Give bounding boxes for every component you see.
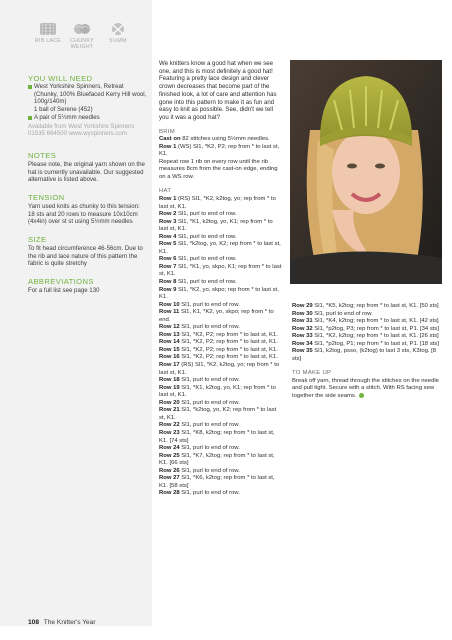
availability-text: Available from West Yorkshire Spinners <box>28 122 135 130</box>
pattern-row <box>292 333 440 341</box>
pattern-row <box>159 324 283 332</box>
row-label: Row 30 <box>292 310 313 317</box>
row-text: Sl1, purl to end of row. <box>176 256 237 263</box>
icon-label: RIB LACE <box>34 38 62 44</box>
brim-line <box>159 159 283 182</box>
row-label: Row 2 <box>159 211 177 218</box>
row-label: Row 35 <box>292 348 313 355</box>
pattern-row <box>292 311 440 319</box>
row-text: Sl1, purl to end of row. <box>179 324 240 331</box>
row-text: Sl1, *p2tog, P1; rep from * to last st, P1. [18 sts] <box>312 340 440 347</box>
row-text: Sl1, *K2, P2; rep from * to last st, K1. <box>179 339 278 346</box>
row-text: Sl1, purl to end of row. <box>179 301 240 308</box>
pattern-row <box>159 339 283 347</box>
make-up-body: Break off yarn, thread through the stitches on the needle and pull tight. Secure with a stitch. With RS facing sew together the side seams. <box>292 377 439 400</box>
row-label: Row 20 <box>159 399 180 406</box>
section-heading: ABBREVIATIONS <box>28 277 94 286</box>
row-label: Row 32 <box>292 325 313 332</box>
pattern-row <box>159 385 283 400</box>
notes-section <box>28 151 148 184</box>
row-label: Row 13 <box>159 331 180 338</box>
pattern-row <box>159 279 283 287</box>
supplier-contact: 01535 664500 www.wyspinners.com <box>28 130 127 138</box>
you-will-need-section <box>28 74 148 138</box>
row-text: Sl1, purl to end of row. <box>312 310 373 317</box>
pattern-row <box>159 332 283 340</box>
pattern-row <box>159 241 283 256</box>
row-label: Row 1 <box>159 143 177 150</box>
end-mark-icon <box>359 393 364 398</box>
row-label: Row 16 <box>159 354 180 361</box>
row-label: Row 31 <box>292 318 313 325</box>
row-label: Row 8 <box>159 279 177 286</box>
pattern-row <box>159 475 283 490</box>
pattern-row <box>159 430 283 445</box>
hat-heading: HAT <box>159 188 172 195</box>
row-label: Row 25 <box>159 452 180 459</box>
section-heading: TENSION <box>28 193 65 202</box>
page-number: 108 <box>28 619 40 626</box>
intro-paragraph: We knitters know a good hat when we see one, and this is most definitely a good hat! Featuring a pretty lace design and clever crown decreases that become part of the finished look, a lot of care and attention has gone into this pattern to make it as fun and easy to knit as possible. See, didn't we tell you it was a good hat? <box>159 60 277 121</box>
chunky-weight-tile <box>62 22 102 50</box>
section-heading: YOU WILL NEED <box>28 74 93 83</box>
row-label: Row 6 <box>159 256 177 263</box>
row-text: Sl1, *K2, P2; rep from * to last st, K1. <box>179 354 278 361</box>
pattern-row <box>159 196 283 211</box>
brim-line <box>159 136 283 144</box>
pattern-row <box>159 453 283 468</box>
row-text: Sl1, *K1, k2tog, yo, K1; rep from * to last st, K1. <box>159 218 273 233</box>
row-text: Sl1, purl to end of row. <box>179 445 240 452</box>
row-label: Row 26 <box>159 467 180 474</box>
size-text: To fit head circumference 46-56cm. Due to the rib and lace nature of this pattern the fabric is quite stretchy <box>28 245 143 268</box>
row-text: Sl1, *K5, k2tog; rep from * to last st, K1. [50 sts] <box>312 303 439 309</box>
row-text: Sl1, *k2tog, yo, K2; rep from * to last st, K1. <box>159 241 281 255</box>
pattern-row <box>159 211 283 219</box>
abbreviations-section <box>28 277 148 295</box>
pattern-row <box>159 264 283 279</box>
icon-label: CHUNKY WEIGHT <box>70 38 94 50</box>
hat-rows <box>292 303 440 363</box>
row-label: Row 24 <box>159 445 180 452</box>
rib-lace-icon <box>39 22 57 36</box>
row-text: Sl1, *K2, P2; rep from * to last st, K1. <box>179 331 278 338</box>
pattern-row <box>159 287 283 302</box>
row-label: Row 21 <box>159 407 180 414</box>
row-label: Row 23 <box>159 429 180 436</box>
row-label: Row 10 <box>159 301 180 308</box>
row-text: Sl1, purl to end of row. <box>179 467 240 474</box>
row-text: 82 stitches using 5½mm needles. <box>180 136 270 143</box>
pattern-row <box>159 377 283 385</box>
row-label: Row 34 <box>292 340 313 347</box>
instructions-column-1 <box>159 60 283 498</box>
yarn-ball-icon <box>73 22 91 36</box>
page-footer <box>28 619 96 626</box>
row-label: Row 14 <box>159 339 180 346</box>
model-wearing-hat-image <box>290 60 442 284</box>
row-label: Row 11 <box>159 309 180 316</box>
pattern-row <box>159 468 283 476</box>
row-text: Sl1, purl to end of row. <box>176 233 237 240</box>
row-label: Row 22 <box>159 422 180 429</box>
make-up-heading: TO MAKE UP <box>292 370 332 377</box>
row-text: (RS) Sl1, *K2, k2tog, yo; rep from * to last st, K1. <box>159 196 276 210</box>
row-text: Sl1, purl to end of row. <box>176 279 237 286</box>
knitting-needles-icon <box>109 22 127 36</box>
size-section <box>28 235 148 268</box>
pattern-row <box>159 362 283 377</box>
row-label: Row 15 <box>159 346 180 353</box>
pattern-row <box>159 219 283 234</box>
row-text: (WS) Sl1, *K2, P2; rep from * to last st, K1. <box>159 143 280 158</box>
pattern-row <box>159 407 283 422</box>
pattern-row <box>292 326 440 334</box>
abbreviations-text: For a full list see page 130 <box>28 287 100 294</box>
list-item: A pair of 5½mm needles <box>28 114 148 122</box>
row-text: Sl1, *p2tog, P3; rep from * to last st, P1. [34 sts] <box>312 325 440 332</box>
pattern-row <box>292 303 440 311</box>
row-text: Sl1, K1, *K2, yo, skpo; rep from * to end. <box>159 309 274 323</box>
row-label: Row 9 <box>159 286 177 293</box>
pattern-row <box>159 400 283 408</box>
section-heading: SIZE <box>28 235 47 244</box>
make-up-text <box>292 378 440 401</box>
row-text: (RS) Sl1, *K2, k2tog, yo; rep from * to last st, K1. <box>159 362 280 376</box>
pattern-row <box>159 445 283 453</box>
row-label: Row 17 <box>159 362 180 369</box>
pattern-row <box>159 347 283 355</box>
row-text: Sl1, k2tog, psso, (k2tog) to last 3 sts, K3tog. [8 sts] <box>292 348 437 362</box>
list-item: 1 ball of Serene (452) <box>34 106 93 114</box>
pattern-row <box>292 318 440 326</box>
pattern-row <box>159 354 283 362</box>
row-text: Sl1, *K8, k2tog; rep from * to last st, K1. [74 sts] <box>159 429 275 444</box>
row-label: Row 29 <box>292 303 313 309</box>
row-label: Cast on <box>159 136 181 143</box>
pattern-icons <box>28 22 152 56</box>
pattern-row <box>159 302 283 310</box>
brim-line <box>159 144 283 159</box>
row-label: Row 7 <box>159 263 177 270</box>
pattern-row <box>159 256 283 264</box>
hat-rows <box>159 196 283 498</box>
icon-label: 5½MM <box>109 38 127 44</box>
pattern-row <box>159 234 283 242</box>
row-text: Sl1, *K2, k2tog; rep from * to last st, K1. [26 sts] <box>312 333 439 340</box>
row-label: Row 28 <box>159 490 180 497</box>
row-text: Sl1, *K6, k2tog; rep from * to last st, K1. [58 sts] <box>159 475 275 489</box>
notes-text: Please note, the original yarn shown on the hat is currently unavailable. Our suggested alternative is listed above. <box>28 161 145 184</box>
row-text: Sl1, *k2tog, yo, K2; rep from * to last st, K1. <box>159 407 277 421</box>
pattern-row <box>159 490 283 498</box>
row-text: Sl1, *K2, yo, skpo; rep from * to last st, K1. <box>159 286 279 301</box>
row-label: Row 1 <box>159 196 177 202</box>
row-text: Sl1, *K4, k2tog; rep from * to last st, K1. [42 sts] <box>312 318 439 325</box>
row-text: Sl1, purl to end of row. <box>179 490 240 497</box>
pattern-row <box>159 309 283 324</box>
list-item: West Yorkshire Spinners, Retreat (Chunky, 100% Bluefaced Kerry Hill wool, 100g/140m) <box>28 83 148 106</box>
row-label: Row 19 <box>159 384 180 391</box>
row-label: Row 4 <box>159 233 177 240</box>
instructions-column-2 <box>292 303 440 401</box>
sidebar <box>0 0 152 626</box>
row-text: Sl1, *K7, k2tog; rep from * to last st, K1. [66 sts] <box>159 452 275 467</box>
row-label: Row 27 <box>159 475 180 482</box>
row-label: Row 18 <box>159 377 180 384</box>
needle-size-tile <box>98 22 138 44</box>
tension-text: Yarn used knits as chunky to this tension: 18 sts and 20 rows to measure 10x10cm (4x4in) over st st using 5½mm needles <box>28 203 140 226</box>
row-text: Sl1, purl to end of row. <box>176 211 237 218</box>
row-text: Sl1, purl to end of row. <box>179 377 240 384</box>
hat-photo <box>290 60 442 284</box>
pattern-row <box>292 348 440 363</box>
publication-title: The Knitter's Year <box>43 619 96 626</box>
row-text: Sl1, *K2, P2; rep from * to last st, K1. <box>179 346 278 353</box>
section-heading: NOTES <box>28 151 57 160</box>
row-text: Sl1, purl to end of row. <box>179 399 240 406</box>
pattern-row <box>292 341 440 349</box>
row-label: Row 5 <box>159 241 177 248</box>
row-text: Repeat row 1 rib on every row until the rib measures 8cm from the cast-on edge, ending on a WS row. <box>159 158 278 180</box>
row-text: Sl1, purl to end of row. <box>179 422 240 429</box>
row-label: Row 3 <box>159 218 177 225</box>
row-text: Sl1, *K1, k2tog, yo, K1; rep from * to last st, K1. <box>159 384 276 399</box>
row-label: Row 12 <box>159 324 180 331</box>
row-label: Row 33 <box>292 333 313 340</box>
pattern-row <box>159 422 283 430</box>
row-text: Sl1, *K1, yo, skpo, K1; rep from * to last st, K1. <box>159 263 282 278</box>
tension-section <box>28 193 148 226</box>
brim-heading: BRIM <box>159 128 175 135</box>
